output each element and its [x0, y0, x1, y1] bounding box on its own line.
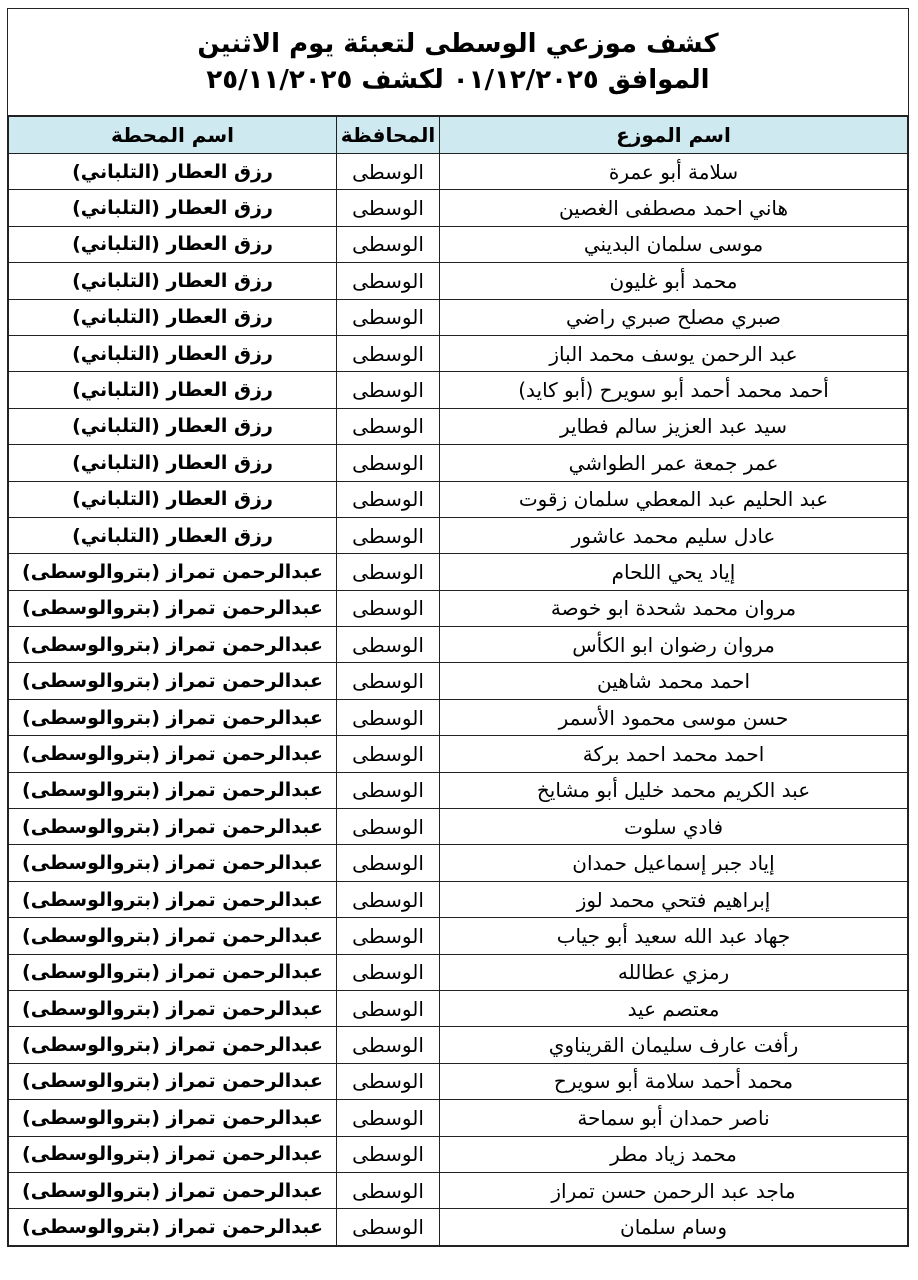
header-station-name: اسم المحطة: [9, 117, 337, 154]
table-row: [9, 990, 908, 1026]
distributor-name-cell: عبد الرحمن يوسف محمد الباز: [440, 335, 908, 371]
table-row: [9, 736, 908, 772]
governorate-cell: الوسطى: [337, 590, 440, 626]
station-name-cell: رزق العطار (التلباني): [9, 299, 337, 335]
station-name-cell: عبدالرحمن تمراز (بتروالوسطى): [9, 1172, 337, 1208]
governorate-cell: الوسطى: [337, 772, 440, 808]
table-row: [9, 590, 908, 626]
station-name-cell: عبدالرحمن تمراز (بتروالوسطى): [9, 1136, 337, 1172]
station-name-cell: عبدالرحمن تمراز (بتروالوسطى): [9, 918, 337, 954]
table-row: [9, 918, 908, 954]
distributor-name-cell: محمد أحمد سلامة أبو سويرح: [440, 1063, 908, 1099]
station-name-cell: عبدالرحمن تمراز (بتروالوسطى): [9, 881, 337, 917]
table-row: [9, 699, 908, 735]
table-row: [9, 299, 908, 335]
station-name-cell: عبدالرحمن تمراز (بتروالوسطى): [9, 954, 337, 990]
table-row: [9, 154, 908, 190]
distributor-name-cell: صبري مصلح صبري راضي: [440, 299, 908, 335]
distributor-name-cell: محمد زياد مطر: [440, 1136, 908, 1172]
distributor-name-cell: جهاد عبد الله سعيد أبو جياب: [440, 918, 908, 954]
distributor-name-cell: إياد جبر إسماعيل حمدان: [440, 845, 908, 881]
governorate-cell: الوسطى: [337, 335, 440, 371]
governorate-cell: الوسطى: [337, 736, 440, 772]
table-header: [9, 117, 908, 154]
governorate-cell: الوسطى: [337, 554, 440, 590]
distributor-name-cell: مروان محمد شحدة ابو خوصة: [440, 590, 908, 626]
governorate-cell: الوسطى: [337, 627, 440, 663]
distributor-name-cell: عمر جمعة عمر الطواشي: [440, 445, 908, 481]
distributor-name-cell: عادل سليم محمد عاشور: [440, 517, 908, 553]
station-name-cell: عبدالرحمن تمراز (بتروالوسطى): [9, 699, 337, 735]
station-name-cell: رزق العطار (التلباني): [9, 517, 337, 553]
station-name-cell: عبدالرحمن تمراز (بتروالوسطى): [9, 554, 337, 590]
distributor-name-cell: إياد يحي اللحام: [440, 554, 908, 590]
distributor-name-cell: ناصر حمدان أبو سماحة: [440, 1100, 908, 1136]
station-name-cell: رزق العطار (التلباني): [9, 408, 337, 444]
header-governorate: المحافظة: [337, 117, 440, 154]
distributor-name-cell: محمد أبو غليون: [440, 263, 908, 299]
governorate-cell: الوسطى: [337, 1136, 440, 1172]
station-name-cell: عبدالرحمن تمراز (بتروالوسطى): [9, 1063, 337, 1099]
title-block: [8, 9, 908, 116]
station-name-cell: عبدالرحمن تمراز (بتروالوسطى): [9, 663, 337, 699]
table-row: [9, 627, 908, 663]
distributor-name-cell: موسى سلمان البديني: [440, 226, 908, 262]
governorate-cell: الوسطى: [337, 918, 440, 954]
station-name-cell: عبدالرحمن تمراز (بتروالوسطى): [9, 1209, 337, 1245]
header-distributor-name: اسم الموزع: [440, 117, 908, 154]
governorate-cell: الوسطى: [337, 372, 440, 408]
table-row: [9, 481, 908, 517]
table-row: [9, 408, 908, 444]
station-name-cell: عبدالرحمن تمراز (بتروالوسطى): [9, 590, 337, 626]
table-row: [9, 445, 908, 481]
table-row: [9, 517, 908, 553]
governorate-cell: الوسطى: [337, 954, 440, 990]
table-row: [9, 809, 908, 845]
distributor-sheet: [7, 8, 909, 1247]
station-name-cell: عبدالرحمن تمراز (بتروالوسطى): [9, 772, 337, 808]
distributor-name-cell: رمزي عطالله: [440, 954, 908, 990]
table-row: [9, 226, 908, 262]
table-row: [9, 1209, 908, 1245]
governorate-cell: الوسطى: [337, 481, 440, 517]
distributor-name-cell: إبراهيم فتحي محمد لوز: [440, 881, 908, 917]
station-name-cell: عبدالرحمن تمراز (بتروالوسطى): [9, 627, 337, 663]
table-row: [9, 1063, 908, 1099]
station-name-cell: رزق العطار (التلباني): [9, 335, 337, 371]
distributor-name-cell: أحمد محمد أحمد أبو سويرح (أبو كايد): [440, 372, 908, 408]
station-name-cell: عبدالرحمن تمراز (بتروالوسطى): [9, 990, 337, 1026]
sheet-title: كشف موزعي الوسطى لتعبئة يوم الاثنين: [197, 29, 719, 59]
station-name-cell: رزق العطار (التلباني): [9, 263, 337, 299]
governorate-cell: الوسطى: [337, 663, 440, 699]
distributor-name-cell: فادي سلوت: [440, 809, 908, 845]
station-name-cell: رزق العطار (التلباني): [9, 372, 337, 408]
distributor-name-cell: احمد محمد احمد بركة: [440, 736, 908, 772]
table-body: [9, 154, 908, 1246]
table-row: [9, 335, 908, 371]
table-row: [9, 954, 908, 990]
governorate-cell: الوسطى: [337, 517, 440, 553]
station-name-cell: عبدالرحمن تمراز (بتروالوسطى): [9, 1100, 337, 1136]
station-name-cell: عبدالرحمن تمراز (بتروالوسطى): [9, 845, 337, 881]
distributor-name-cell: عبد الحليم عبد المعطي سلمان زقوت: [440, 481, 908, 517]
distributor-name-cell: عبد الكريم محمد خليل أبو مشايخ: [440, 772, 908, 808]
table-row: [9, 554, 908, 590]
distributor-name-cell: ماجد عبد الرحمن حسن تمراز: [440, 1172, 908, 1208]
governorate-cell: الوسطى: [337, 1063, 440, 1099]
table-row: [9, 1027, 908, 1063]
governorate-cell: الوسطى: [337, 1209, 440, 1245]
governorate-cell: الوسطى: [337, 699, 440, 735]
governorate-cell: الوسطى: [337, 809, 440, 845]
distributors-table: [8, 116, 908, 1246]
governorate-cell: الوسطى: [337, 445, 440, 481]
distributor-name-cell: وسام سلمان: [440, 1209, 908, 1245]
station-name-cell: رزق العطار (التلباني): [9, 481, 337, 517]
table-row: [9, 881, 908, 917]
governorate-cell: الوسطى: [337, 299, 440, 335]
governorate-cell: الوسطى: [337, 1100, 440, 1136]
governorate-cell: الوسطى: [337, 990, 440, 1026]
station-name-cell: رزق العطار (التلباني): [9, 445, 337, 481]
station-name-cell: عبدالرحمن تمراز (بتروالوسطى): [9, 809, 337, 845]
distributor-name-cell: احمد محمد شاهين: [440, 663, 908, 699]
station-name-cell: رزق العطار (التلباني): [9, 190, 337, 226]
table-row: [9, 663, 908, 699]
distributor-name-cell: رأفت عارف سليمان القريناوي: [440, 1027, 908, 1063]
table-row: [9, 1172, 908, 1208]
distributor-name-cell: مروان رضوان ابو الكأس: [440, 627, 908, 663]
table-row: [9, 1136, 908, 1172]
distributor-name-cell: هاني احمد مصطفى الغصين: [440, 190, 908, 226]
table-row: [9, 372, 908, 408]
distributor-name-cell: حسن موسى محمود الأسمر: [440, 699, 908, 735]
governorate-cell: الوسطى: [337, 226, 440, 262]
governorate-cell: الوسطى: [337, 1172, 440, 1208]
table-row: [9, 190, 908, 226]
table-row: [9, 845, 908, 881]
station-name-cell: رزق العطار (التلباني): [9, 154, 337, 190]
governorate-cell: الوسطى: [337, 190, 440, 226]
station-name-cell: عبدالرحمن تمراز (بتروالوسطى): [9, 1027, 337, 1063]
distributor-name-cell: سلامة أبو عمرة: [440, 154, 908, 190]
station-name-cell: عبدالرحمن تمراز (بتروالوسطى): [9, 736, 337, 772]
governorate-cell: الوسطى: [337, 408, 440, 444]
governorate-cell: الوسطى: [337, 1027, 440, 1063]
governorate-cell: الوسطى: [337, 154, 440, 190]
distributor-name-cell: معتصم عيد: [440, 990, 908, 1026]
table-row: [9, 263, 908, 299]
sheet-date-line: الموافق ٠١/١٢/٢٠٢٥ لكشف ٢٥/١١/٢٠٢٥: [206, 65, 710, 95]
governorate-cell: الوسطى: [337, 263, 440, 299]
governorate-cell: الوسطى: [337, 881, 440, 917]
distributor-name-cell: سيد عبد العزيز سالم فطاير: [440, 408, 908, 444]
table-row: [9, 772, 908, 808]
header-row: [9, 117, 908, 154]
station-name-cell: رزق العطار (التلباني): [9, 226, 337, 262]
table-row: [9, 1100, 908, 1136]
governorate-cell: الوسطى: [337, 845, 440, 881]
